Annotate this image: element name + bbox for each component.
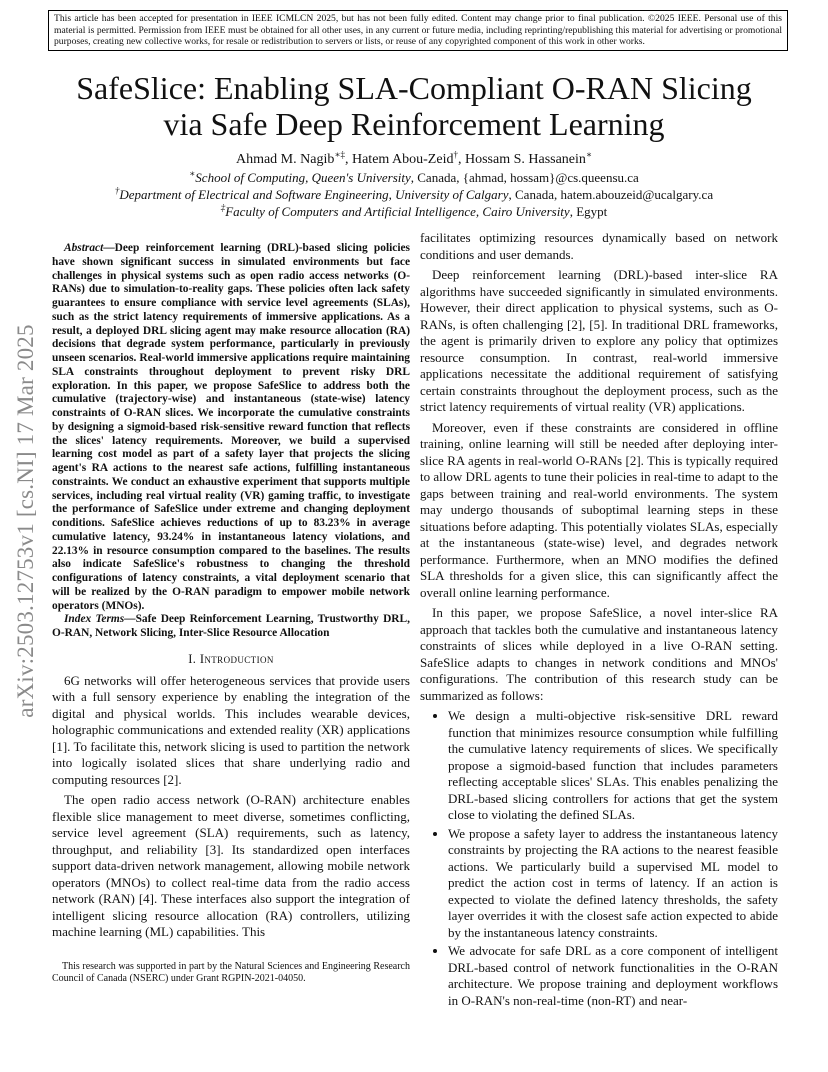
contribution-item: • We design a multi-objective risk-sensitive DRL reward function that minimizes resource consumption while fulfilling the cumulative latency requirements of slices. We specifically propose a sigmoid-based function that includes parameters reflecting acceptable slices' SLAs. This enables penalizing the DRL-based slicing controllers for actions that get the system close to violating the defined SLAs.	[448, 708, 778, 824]
affiliation-detail: , Egypt	[569, 204, 608, 219]
index-terms-label: Index Terms	[64, 613, 125, 626]
paragraph: The open radio access network (O-RAN) architecture enables flexible slice management to meet diverse, sometimes conflicting, service level agreement (SLA) requirements, such as latency, throughput, and reliability [3]. Its standardized open interfaces support data-driven network management, allowing mobile network operators (MNOs) to collect real-time data from the radio access network (RAN) [4]. These interfaces also support the integration of intelligent slicing resource allocation (RA) controllers, utilizing machine learning (ML) capabilities. This	[52, 792, 410, 940]
author-separator: ,	[344, 152, 352, 167]
contribution-list	[420, 708, 778, 1009]
affiliation-name: Department of Electrical and Software Engineering, University of Calgary	[119, 187, 509, 202]
paragraph: Moreover, even if these constraints are considered in offline training, online learning will still be needed after deploying inter-slice RA agents in real-world O-RANs [2]. This is typically required to allow DRL agents to tune their policies in real-time to adapt to the gaps between training and real-world environments. The system may undergo thousands of suboptimal learning steps in these situations before adapting. This potentially violates SLAs, especially at the instantaneous (state-wise) level, and degrades network performance. Furthermore, when an MNO modifies the defined SLA thresholds for a given slice, this can significantly affect the overall online learning performance.	[420, 419, 779, 600]
affiliation-mark: ‡	[220, 202, 226, 213]
right-column	[420, 230, 778, 1011]
abstract-text: —Deep reinforcement learning (DRL)-based slicing policies have shown significant success in simulated environments but face challenges in physical systems such as open radio access networks (O-RANs) due to simulation-to-reality gaps. These policies often lack safety guarantees to ensure compliance with service level agreements (SLAs), such as the strict latency requirements of immersive applications. As a result, a deployed DRL slicing agent may make resource allocation (RA) decisions that degrade system performance, particularly in previously unseen scenarios. Real-world immersive applications require maintaining SLA constraints throughout deployment to prevent risky DRL exploration. In this paper, we propose SafeSlice to address both the cumulative (trajectory-wise) and instantaneous (state-wise) latency constraints of O-RAN slices. We incorporate the cumulative constraints by designing a sigmoid-based risk-sensitive reward function that reflects the slices' latency requirements. Moreover, we build a supervised learning cost model as part of a safety layer that projects the slicing agent's RA actions to the nearest safe actions, fulfilling instantaneous constraints. We conduct an exhaustive experiment that supports multiple services, including real virtual reality (VR) gaming traffic, to investigate the performance of SafeSlice under extreme and changing deployment conditions. SafeSlice achieves reductions of up to 83.23% in average cumulative latency, 93.24% in instantaneous latency violations, and 22.13% in resource consumption compared to the baselines. The results also indicate SafeSlice's robustness to changing the threshold configurations of latency constraints, a vital deployment scenario that will be realized by the O-RAN paradigm to empower mobile network operators (MNOs).	[52, 242, 410, 612]
contribution-item: • We propose a safety layer to address the instantaneous latency constraints by projecting the RA actions to the nearest feasible actions. We particularly build a supervised ML model to predict the action cost in terms of latency. If an action is expected to violate the defined latency thresholds, the safety layer overrides it with the closest safe action expected to abide by the instantaneous latency constraints.	[448, 826, 778, 942]
author-mark: ∗	[585, 149, 593, 160]
affiliation-detail: , Canada, {ahmad, hossam}@cs.queensu.ca	[410, 170, 639, 185]
affiliation	[40, 169, 788, 186]
affiliation	[40, 186, 788, 203]
affiliation-name: Faculty of Computers and Artificial Intelligence, Cairo University	[225, 204, 570, 219]
author-name: Ahmad M. Nagib	[235, 152, 335, 167]
author-name: Hossam S. Hassanein	[464, 152, 586, 167]
paragraph: facilitates optimizing resources dynamically based on network conditions and user demands.	[420, 230, 778, 262]
affiliation-detail: , Canada, hatem.abouzeid@ucalgary.ca	[508, 187, 714, 202]
abstract-label: Abstract	[64, 242, 104, 254]
abstract	[52, 242, 410, 613]
copyright-notice: This article has been accepted for presentation in IEEE ICMLCN 2025, but has not been fully edited. Content may change prior to final publication. ©2025 IEEE. Personal use of this material is permitted. Permission from IEEE must be obtained for all other uses, in any current or future media, including reprinting/republishing this material for advertising or promotional purposes, creating new collective works, for resale or redistribution to servers or lists, or reuse of any copyrighted component of this work in other works.	[48, 10, 788, 51]
paper-title	[40, 70, 788, 142]
paragraph: 6G networks will offer heterogeneous services that provide users with a full sensory experience by enabling the integration of the digital and physical worlds. This includes wearable devices, holographic communications and extended reality (XR) applications [1]. To facilitate this, network slicing is used to partition the network into logically isolated slices that share underlying radio and computing resources [2].	[52, 672, 410, 787]
author-mark: †	[453, 149, 458, 160]
author-mark: ∗‡	[334, 149, 345, 160]
left-column	[52, 242, 410, 945]
author-list	[40, 151, 788, 169]
author-separator: ,	[457, 152, 465, 167]
paragraph: Deep reinforcement learning (DRL)-based inter-slice RA algorithms have succeeded significantly in simulated environments. However, their direct application to physical systems, such as O-RANs, is often challenging [2], [5]. In traditional DRL frameworks, the agent is primarily driven to explore any policy that optimizes resource consumption. In contrast, real-world immersive applications necessitate the additional requirement of satisfying certain constraints throughout the deployment process, such as the strict latency requirements of virtual reality (VR) applications.	[420, 267, 778, 414]
title-line-2: via Safe Deep Reinforcement Learning	[163, 106, 665, 142]
index-terms-text: —Safe Deep Reinforcement Learning, Trustworthy DRL, O-RAN, Network Slicing, Inter-Slice Resource Allocation	[52, 613, 410, 639]
author-name: Hatem Abou-Zeid	[351, 152, 454, 167]
affiliation-name: School of Computing, Queen's University	[195, 170, 411, 185]
arxiv-identifier: arXiv:2503.12753v1 [cs.NI] 17 Mar 2025	[13, 324, 38, 718]
paragraph: In this paper, we propose SafeSlice, a novel inter-slice RA approach that tackles both the cumulative and instantaneous latency constraints of slices while deployed in a live O-RAN setting. SafeSlice adapts to changes in network conditions and MNOs' configurations. The contribution of this research study can be summarized as follows:	[420, 605, 778, 703]
affiliation-mark: †	[114, 185, 120, 196]
title-line-1: SafeSlice: Enabling SLA-Compliant O-RAN Slicing	[76, 70, 752, 106]
affiliation-mark: ∗	[189, 168, 196, 179]
affiliation	[40, 203, 788, 220]
funding-footnote: This research was supported in part by the Natural Sciences and Engineering Research Council of Canada (NSERC) under Grant RGPIN-2021-04050.	[52, 961, 410, 984]
contribution-item: • We advocate for safe DRL as a core component of intelligent DRL-based control of network functionalities in the O-RAN architecture. We propose training and deployment workflows in O-RAN's non-real-time (non-RT) and near-	[448, 943, 778, 1009]
section-heading: I. Introduction	[188, 651, 274, 666]
index-terms	[52, 613, 410, 641]
